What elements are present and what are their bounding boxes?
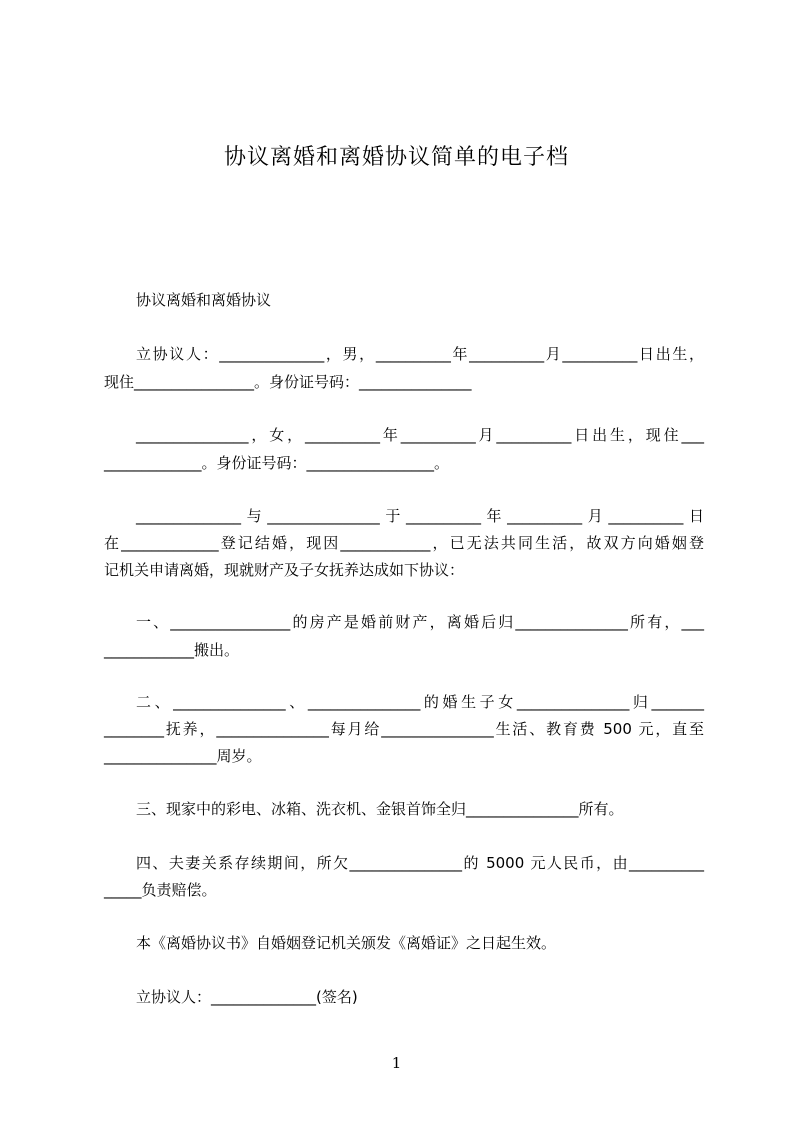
agreement-heading: 协议离婚和离婚协议 — [136, 291, 272, 309]
page-number: 1 — [391, 1054, 402, 1072]
party-two-line-2: _____________。身份证号码：_________________。 — [104, 454, 450, 472]
clause-one-line-1: 一、________________的房产是婚前财产，离婚后归_______________所有，___ — [136, 613, 704, 631]
document-title: 协议离婚和离婚协议简单的电子档 — [223, 145, 569, 170]
clause-two-line-1: 二、_______________、_______________的婚生子女_______________归_______ — [136, 693, 704, 711]
party-one-line-2: 现住________________。身份证号码：_______________ — [104, 373, 472, 391]
marriage-line-1: ______________与_______________于__________年__________月__________日 — [136, 507, 704, 525]
effective-clause: 本《离婚协议书》自婚姻登记机关颁发《离婚证》之日起生效。 — [136, 934, 557, 952]
signature-line: 立协议人：______________(签名) — [136, 988, 358, 1006]
clause-two-line-2: ________抚养，_______________每月给_______________生活、教育费 500 元，直至 — [104, 720, 704, 738]
clause-four-line-2: _____负责赔偿。 — [104, 881, 217, 899]
marriage-line-3: 记机关申请离婚，现就财产及子女抚养达成如下协议： — [104, 561, 465, 579]
party-one-line-1: 立协议人：______________，男，__________年__________月__________日出生， — [136, 345, 704, 363]
party-two-line-1: _______________，女，__________年__________月__________日出生，现住___ — [136, 426, 704, 444]
clause-two-line-3: _______________周岁。 — [104, 747, 262, 765]
clause-three-line: 三、现家中的彩电、冰箱、洗衣机、金银首饰全归_______________所有。 — [136, 800, 624, 818]
clause-four-line-1: 四、夫妻关系存续期间，所欠_______________的 5000 元人民币，由__________ — [136, 854, 704, 872]
clause-one-line-2: ____________搬出。 — [104, 641, 240, 659]
marriage-line-2: 在_____________登记结婚，现因____________，已无法共同生活，故双方向婚姻登 — [104, 534, 704, 552]
